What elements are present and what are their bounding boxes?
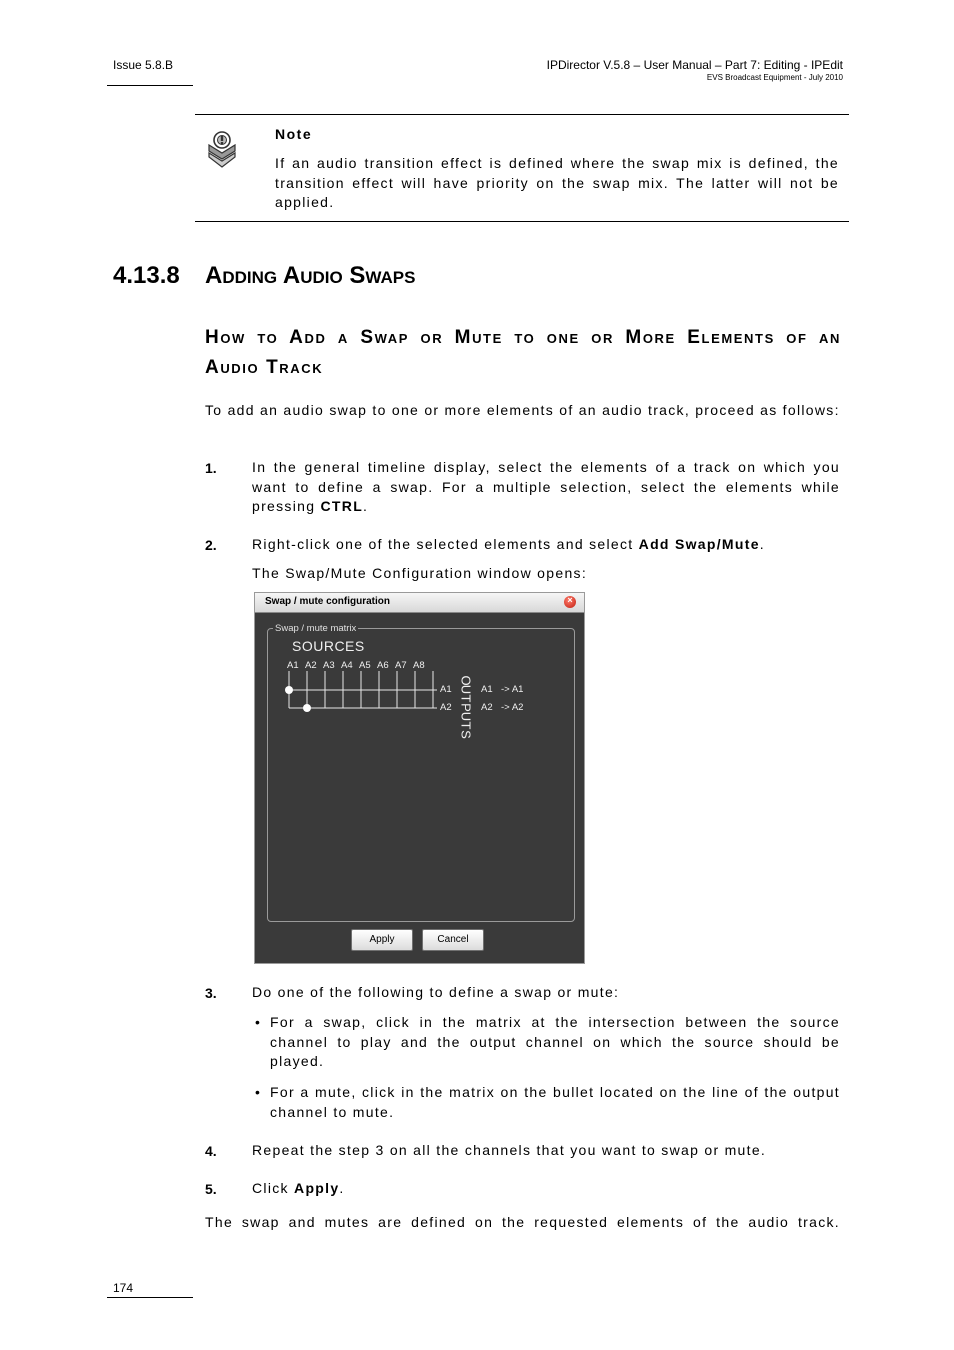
matrix-group-label: Swap / mute matrix <box>275 623 357 634</box>
step-text-part: Click <box>252 1180 295 1196</box>
apply-button[interactable]: Apply <box>351 929 413 951</box>
closing-paragraph: The swap and mutes are defined on the requested elements of the audio track. <box>205 1214 840 1230</box>
note-icon <box>205 129 239 169</box>
step-number: 3. <box>205 985 217 1001</box>
footer-rule <box>107 1297 193 1298</box>
section-title: Adding Audio Swaps <box>205 262 416 289</box>
source-label: A2 <box>305 660 317 671</box>
page-number: 174 <box>113 1281 134 1295</box>
step-text-part: . <box>759 536 765 552</box>
source-label: A5 <box>359 660 371 671</box>
document-title: IPDirector V.5.8 – User Manual – Part 7: Editing - IPEdit <box>546 58 843 72</box>
step-text <box>252 458 840 517</box>
document-subtitle: EVS Broadcast Equipment - July 2010 <box>706 73 843 82</box>
step-text-part: . <box>339 1180 345 1196</box>
step-keyword: CTRL <box>320 498 364 514</box>
outputs-label <box>458 675 474 739</box>
output-label: A1 <box>440 684 452 695</box>
step-keyword: Apply <box>294 1180 340 1196</box>
source-label: A6 <box>377 660 389 671</box>
step-text: Do one of the following to define a swap or mute: <box>252 984 620 1000</box>
source-label: A1 <box>287 660 299 671</box>
matrix-bullet[interactable] <box>303 704 311 712</box>
step-text-part: In the general timeline display, select the elements of a track on which you want to define a swap. For a multiple selection, select the elements while pressing <box>252 459 840 514</box>
step-text <box>252 1179 840 1199</box>
step-number: 4. <box>205 1143 217 1159</box>
dialog-title: Swap / mute configuration <box>265 596 391 607</box>
bullet-glyph: • <box>255 1084 260 1100</box>
bullet-item: For a swap, click in the matrix at the intersection between the source channel to play and the output channel on which the source should be played. <box>270 1014 840 1069</box>
sources-label: SOURCES <box>292 638 365 654</box>
outputs-letter: S <box>458 730 474 739</box>
bullet-item: For a mute, click in the matrix on the bullet located on the line of the output channel to mute. <box>270 1084 840 1120</box>
step-number: 5. <box>205 1181 217 1197</box>
bullet-glyph: • <box>255 1014 260 1030</box>
issue-label: Issue 5.8.B <box>113 58 174 72</box>
swap-matrix[interactable] <box>255 593 584 963</box>
note-text: If an audio transition effect is defined where the swap mix is defined, the transition effect will have priority on the swap mix. The latter will not be applied. <box>275 155 839 210</box>
source-label: A7 <box>395 660 407 671</box>
document-header <box>547 58 843 84</box>
header-rule <box>107 85 193 86</box>
step-text: Repeat the step 3 on all the channels that you want to swap or mute. <box>252 1142 767 1158</box>
matrix-grid <box>289 671 437 708</box>
outputs-letter: U <box>458 711 474 722</box>
note-box <box>195 114 849 222</box>
source-label: A4 <box>341 660 353 671</box>
outputs-letter: O <box>458 675 474 686</box>
outputs-letter: P <box>458 703 474 712</box>
step-number: 1. <box>205 460 217 476</box>
close-glyph: × <box>567 595 573 605</box>
outputs-letter: T <box>458 721 474 730</box>
cancel-button[interactable]: Cancel <box>422 929 484 951</box>
step-text-part: Right-click one of the selected elements and select <box>252 536 639 552</box>
section-heading <box>113 262 415 290</box>
note-title: Note <box>275 126 313 142</box>
step-keyword: Add Swap/Mute <box>638 536 760 552</box>
mapping-source: A1 <box>481 684 493 695</box>
output-label: A2 <box>440 702 452 713</box>
step-text-part: . <box>363 498 369 514</box>
section-number: 4.13.8 <box>113 262 180 289</box>
outputs-letter: T <box>458 694 474 703</box>
subheading: How to Add a Swap or Mute to one or More Elements of an Audio Track <box>205 327 841 378</box>
step-note: The Swap/Mute Configuration window opens: <box>252 565 588 581</box>
mapping-target: -> A1 <box>501 684 524 695</box>
intro-paragraph: To add an audio swap to one or more elements of an audio track, proceed as follows: <box>205 402 840 418</box>
mapping-source: A2 <box>481 702 493 713</box>
swap-mute-dialog <box>254 592 585 964</box>
step-text <box>252 535 840 555</box>
outputs-letter: U <box>458 684 474 695</box>
mapping-target: -> A2 <box>501 702 524 713</box>
source-label: A8 <box>413 660 425 671</box>
source-label: A3 <box>323 660 335 671</box>
matrix-bullet[interactable] <box>285 686 293 694</box>
step-number: 2. <box>205 537 217 553</box>
